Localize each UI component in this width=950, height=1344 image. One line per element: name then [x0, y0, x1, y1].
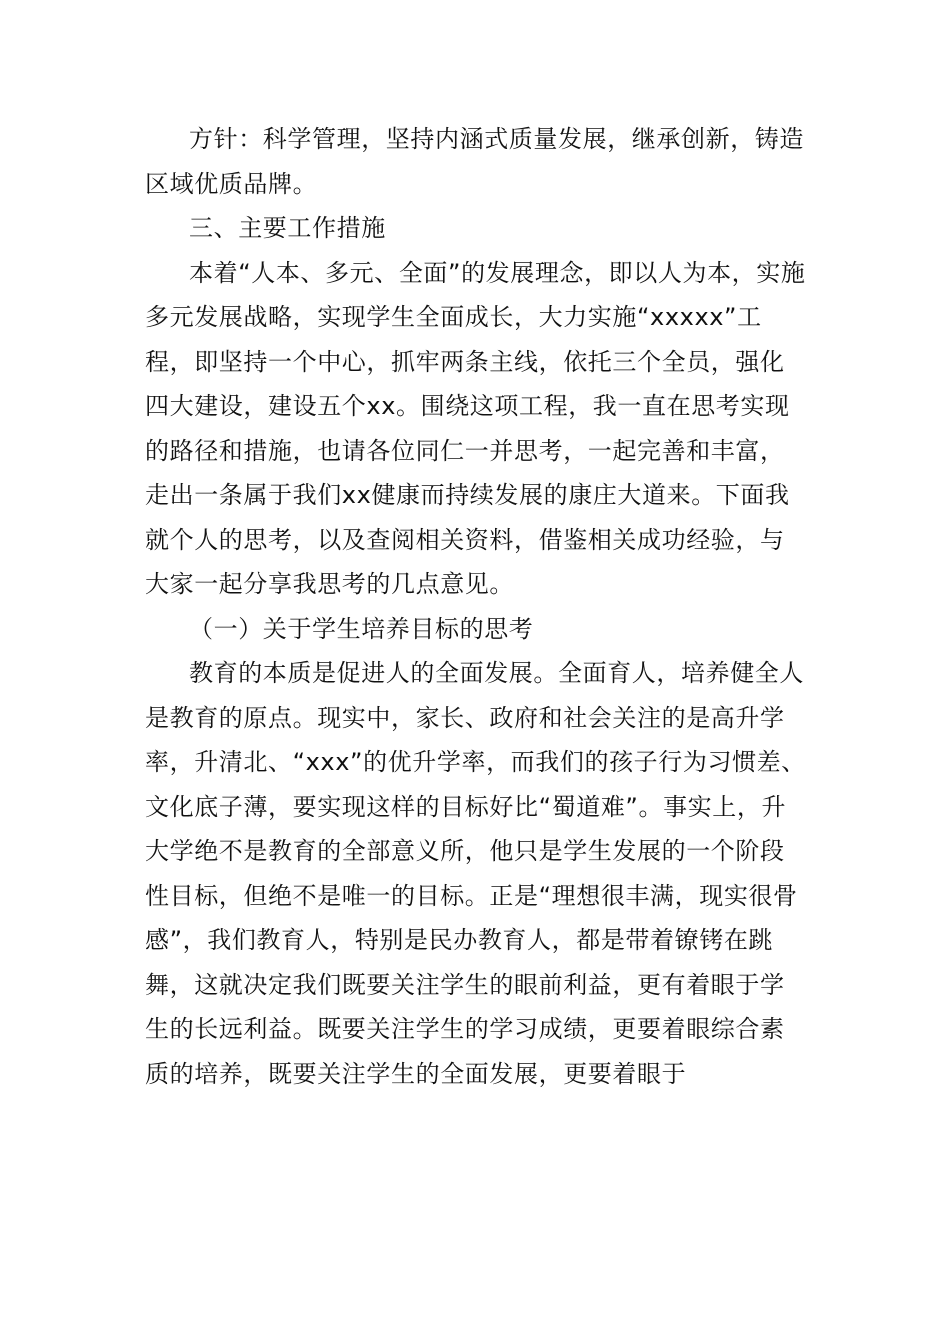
section-heading-main-measures: 三、主要工作措施 [189, 214, 386, 242]
paragraph-development-concept: 本着“人本、多元、全面”的发展理念，即以人为本，实施多元发展战略，实现学生全面成长，大力实施“xxxxx”工程，即坚持一个中心，抓牢两条主线，依托三个全员，强化四大建设，建设五个xx。围绕这项工程，我一直在思考实现的路径和措施，也请各位同仁一并思考，一起完善和丰富，走出一条属于我们xx健康而持续发展的康庄大道来。下面我就个人的思考，以及查阅相关资料，借鉴相关成功经验，与大家一起分享我思考的几点意见。 [145, 258, 806, 598]
subsection-heading-student-goals: （一）关于学生培养目标的思考 [189, 614, 534, 643]
document-body [145, 117, 807, 1096]
paragraph-education-essence: 教育的本质是促进人的全面发展。全面育人，培养健全人是教育的原点。现实中，家长、政府和社会关注的是高升学率，升清北、“xxx”的优升学率，而我们的孩子行为习惯差、文化底子薄，要实现这样的目标好比“蜀道难”。事实上，升大学绝不是教育的全部意义所，他只是学生发展的一个阶段性目标，但绝不是唯一的目标。正是“理想很丰满，现实很骨感”，我们教育人，特别是民办教育人，都是带着镣铐在跳舞，这就决定我们既要关注学生的眼前利益，更有着眼于学生的长远利益。既要关注学生的学习成绩，更要着眼综合素质的培养，既要关注学生的全面发展，更要着眼于 [145, 659, 806, 1088]
paragraph-guideline: 方针：科学管理，坚持内涵式质量发展，继承创新，铸造区域优质品牌。 [145, 125, 804, 198]
